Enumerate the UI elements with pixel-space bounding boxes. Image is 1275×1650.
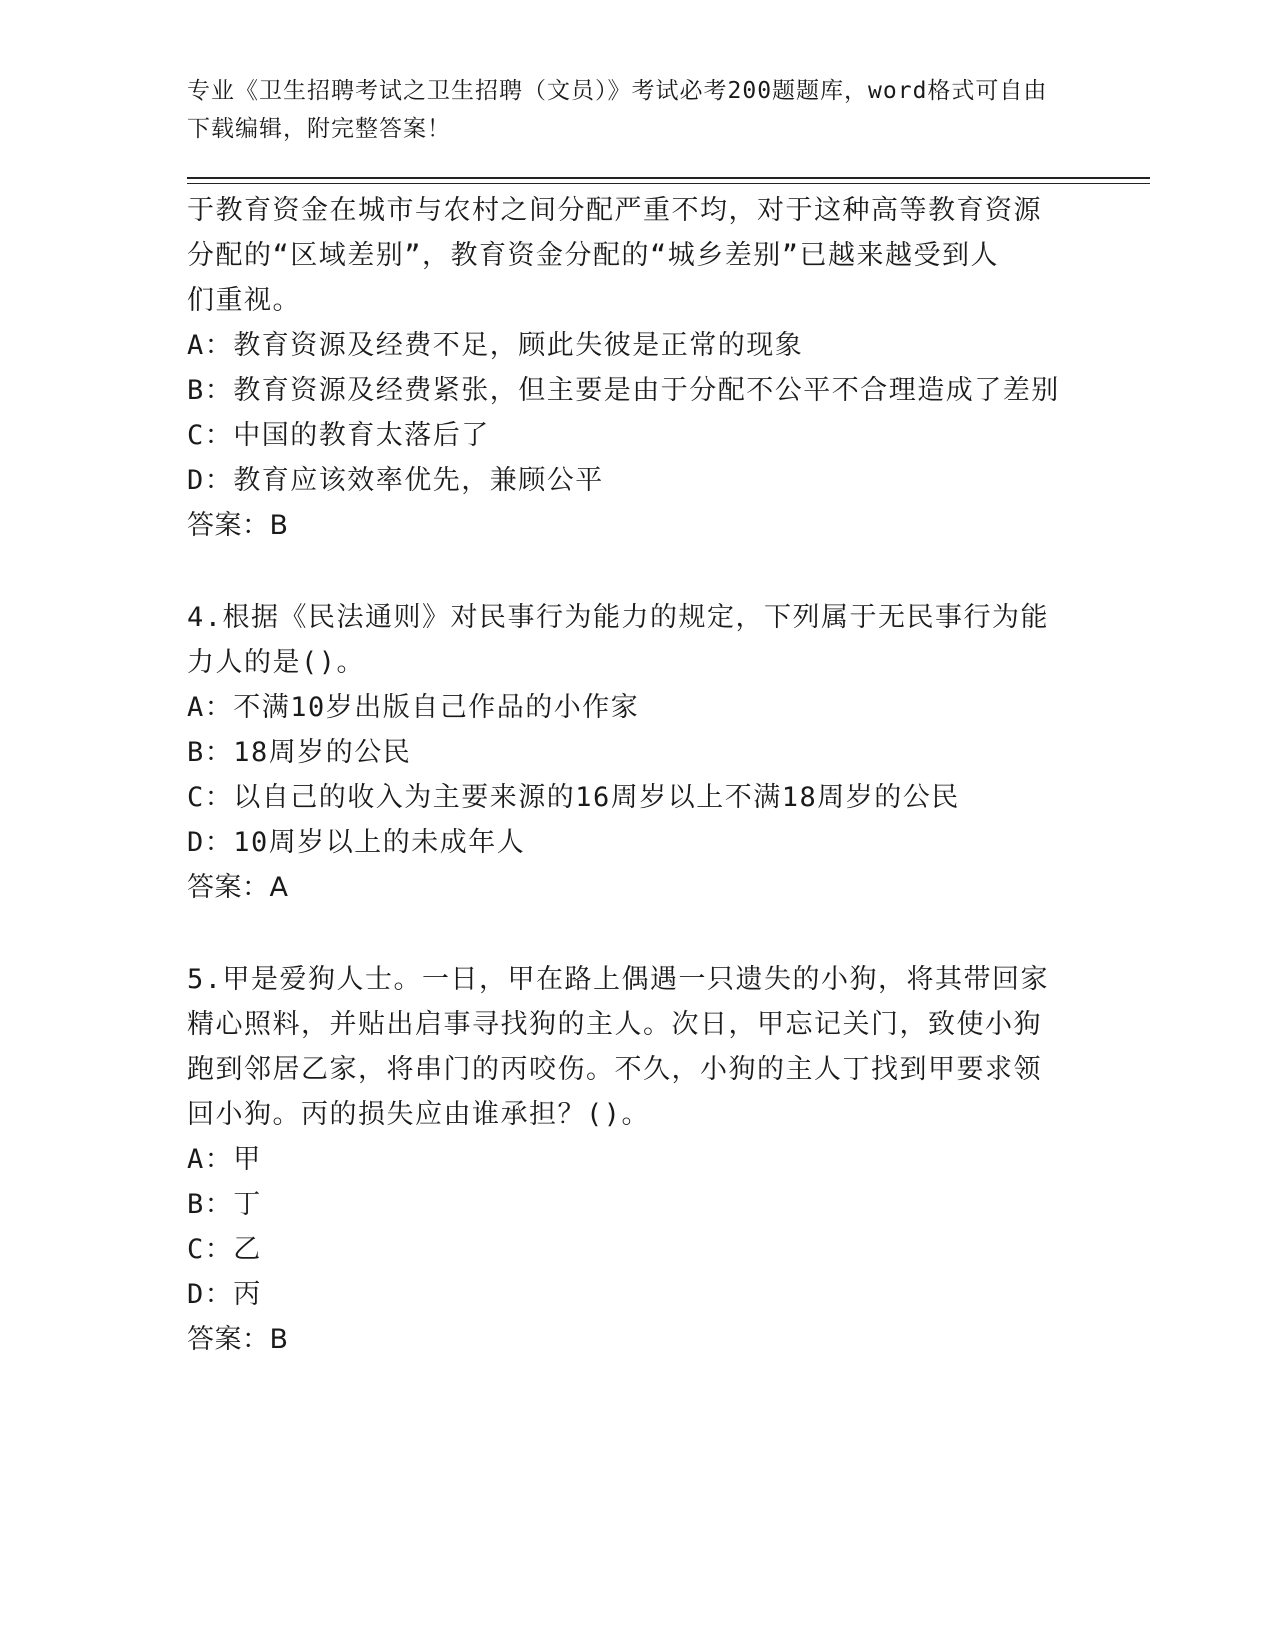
question-stem-line: 回小狗。丙的损失应由谁承担？()。 [187,1099,651,1130]
option-d: D：10周岁以上的未成年人 [187,827,526,858]
question-stem-line: 精心照料，并贴出启事寻找狗的主人。次日，甲忘记关门，致使小狗 [187,1009,1042,1040]
question-stem-line: 4.根据《民法通则》对民事行为能力的规定，下列属于无民事行为能 [187,602,1050,633]
question-stem-line: 们重视。 [187,285,301,316]
option-a: A：不满10岁出版自己作品的小作家 [187,692,640,723]
option-c: C：乙 [187,1234,262,1265]
option-b: B：18周岁的公民 [187,737,412,768]
header-divider [187,177,1150,184]
question-5 [187,957,1087,1363]
question-3 [187,188,1087,549]
answer-line: 答案：A [187,872,289,903]
option-c: C：中国的教育太落后了 [187,420,490,451]
option-b: B：教育资源及经费紧张，但主要是由于分配不公平不合理造成了差别 [187,375,1060,406]
question-content [187,188,1087,1363]
question-stem-line: 5.甲是爱狗人士。一日，甲在路上偶遇一只遗失的小狗，将其带回家 [187,964,1050,995]
question-spacer [187,911,1087,957]
question-4 [187,595,1087,911]
option-a: A：教育资源及经费不足，顾此失彼是正常的现象 [187,330,804,361]
option-d: D：丙 [187,1279,262,1310]
option-d: D：教育应该效率优先，兼顾公平 [187,465,604,496]
question-stem-line: 跑到邻居乙家，将串门的丙咬伤。不久，小狗的主人丁找到甲要求领 [187,1054,1042,1085]
question-stem-line: 分配的“区域差别”，教育资金分配的“城乡差别”已越来越受到人 [187,240,1000,271]
answer-line: 答案：B [187,1324,289,1355]
question-spacer [187,549,1087,595]
question-stem-line: 力人的是()。 [187,647,366,678]
question-stem-line: 于教育资金在城市与农村之间分配严重不均，对于这种高等教育资源 [187,195,1042,226]
option-b: B：丁 [187,1189,262,1220]
answer-line: 答案：B [187,510,289,541]
document-header: 专业《卫生招聘考试之卫生招聘（文员）》考试必考200题题库，word格式可自由下载编辑，附完整答案！ [187,78,1048,142]
option-a: A：甲 [187,1144,262,1175]
option-c: C：以自己的收入为主要来源的16周岁以上不满18周岁的公民 [187,782,960,813]
